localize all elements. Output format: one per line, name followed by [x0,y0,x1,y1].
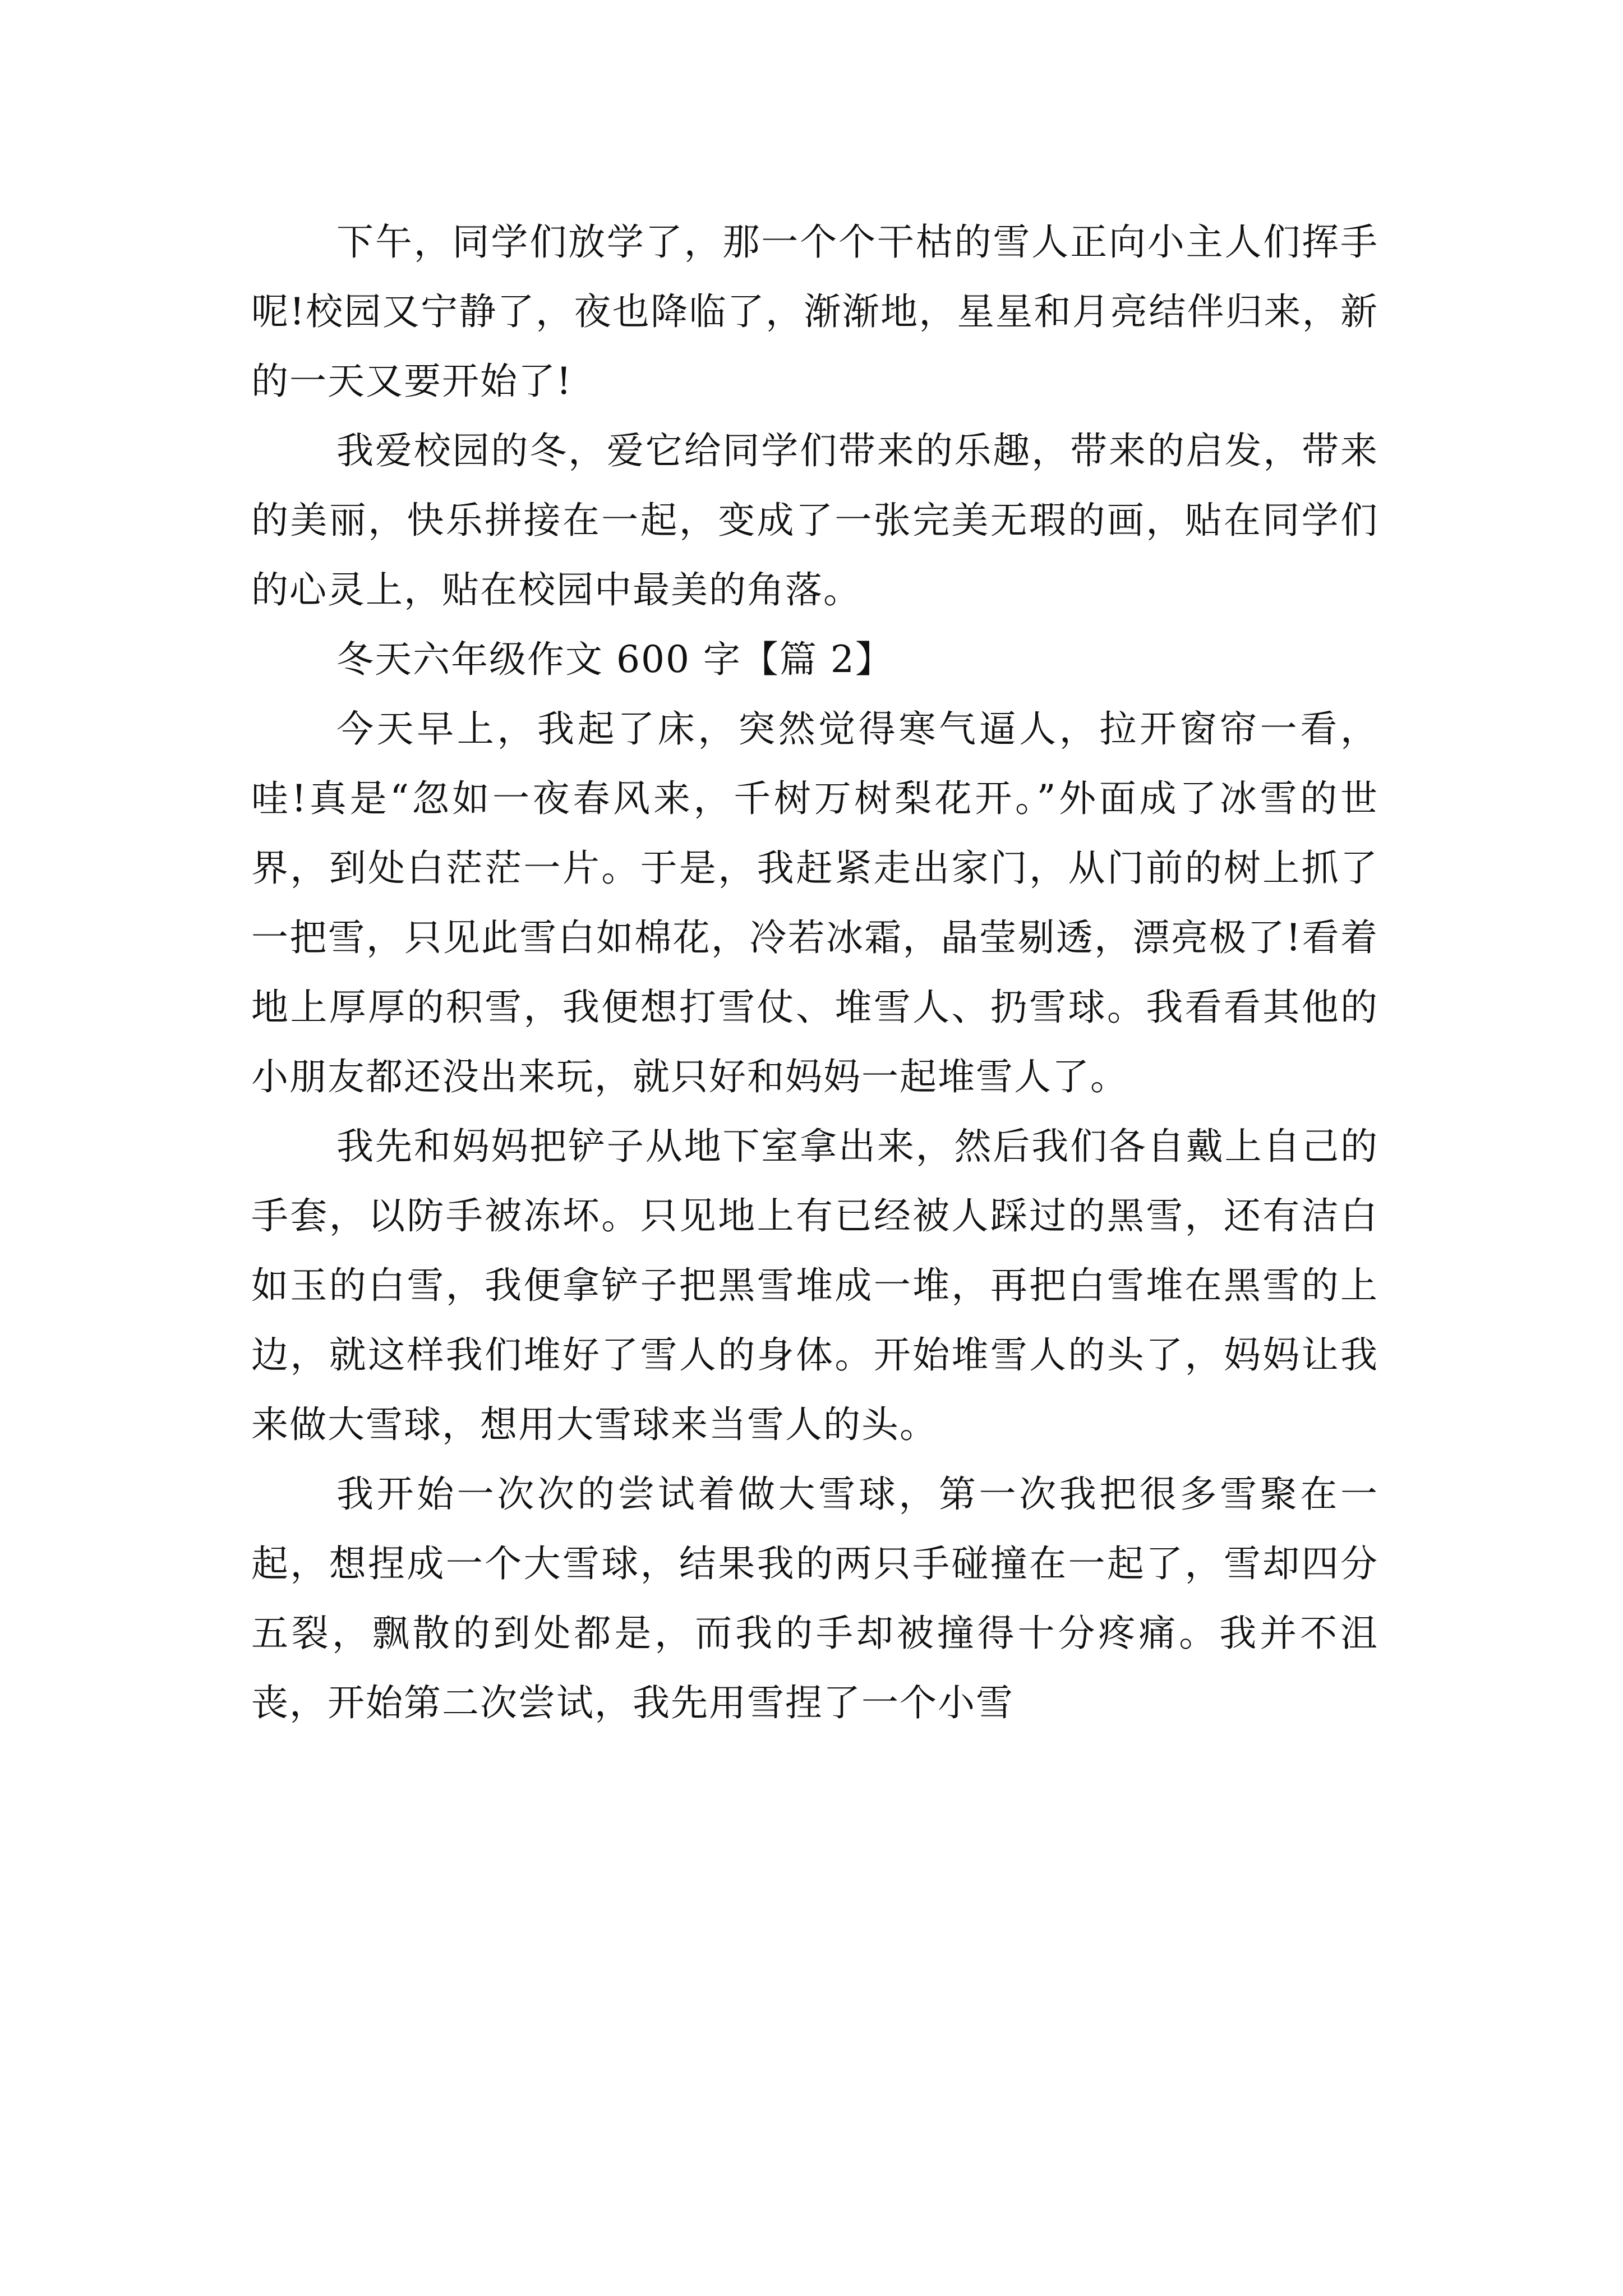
section-heading: 冬天六年级作文 600 字【篇 2】 [336,638,893,681]
paragraph-3: 今天早上，我起了床，突然觉得寒气逼人，拉开窗帘一看，哇!真是“忽如一夜春风来，千树万树梨花开。”外面成了冰雪的世界，到处白茫茫一片。于是，我赶紧走出家门，从门前的树上抓了一把雪，只见此雪白如棉花，冷若冰霜，晶莹剔透，漂亮极了!看着地上厚厚的积雪，我便想打雪仗、堆雪人、扔雪球。我看看其他的小朋友都还没出来玩，就只好和妈妈一起堆雪人了。 [251,707,1378,1098]
paragraph-4: 我先和妈妈把铲子从地下室拿出来，然后我们各自戴上自己的手套，以防手被冻坏。只见地上有已经被人踩过的黑雪，还有洁白如玉的白雪，我便拿铲子把黑雪堆成一堆，再把白雪堆在黑雪的上边，就这样我们堆好了雪人的身体。开始堆雪人的头了，妈妈让我来做大雪球，想用大雪球来当雪人的头。 [251,1125,1378,1446]
paragraph-5: 我开始一次次的尝试着做大雪球，第一次我把很多雪聚在一起，想捏成一个大雪球，结果我的两只手碰撞在一起了，雪却四分五裂，飘散的到处都是，而我的手却被撞得十分疼痛。我并不沮丧，开始第二次尝试，我先用雪捏了一个小雪 [251,1473,1378,1724]
paragraph-1: 下午，同学们放学了，那一个个干枯的雪人正向小主人们挥手呢!校园又宁静了，夜也降临了，渐渐地，星星和月亮结伴归来，新的一天又要开始了! [251,220,1378,403]
paragraph-2: 我爱校园的冬，爱它给同学们带来的乐趣，带来的启发，带来的美丽，快乐拼接在一起，变成了一张完美无瑕的画，贴在同学们的心灵上，贴在校园中最美的角落。 [251,429,1378,611]
document-body [251,208,1378,1738]
